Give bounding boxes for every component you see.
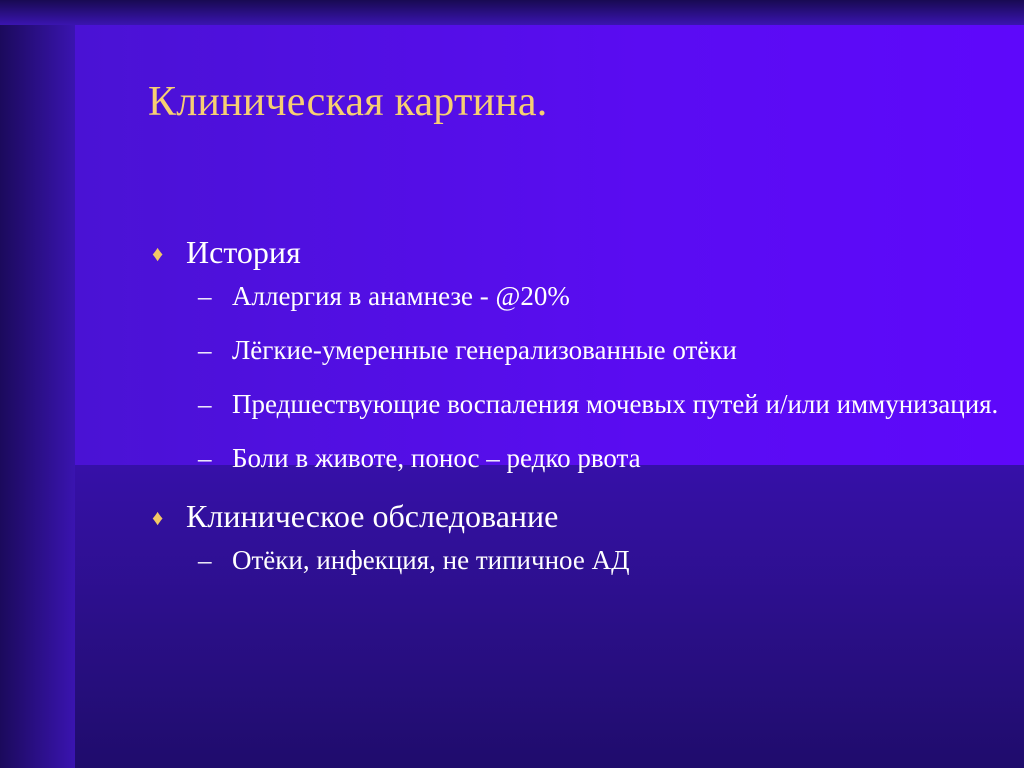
- clinical-exam-sublist: [150, 544, 1010, 577]
- sub-item: [150, 388, 1002, 421]
- bullet-clinical-exam: [150, 496, 1010, 536]
- bullet-label: История: [186, 234, 301, 270]
- dash-icon: –: [198, 335, 212, 365]
- sub-item: [150, 334, 1002, 367]
- sub-item-text: Предшествующие воспаления мочевых путей и/или иммунизация.: [232, 389, 999, 419]
- bullet-label: Клиническое обследование: [186, 498, 559, 534]
- sub-item: [150, 442, 1002, 475]
- slide-content: [150, 232, 1010, 598]
- slide-title: Клиническая картина.: [148, 79, 548, 125]
- sub-item-text: Аллергия в анамнезе - @20%: [232, 281, 570, 311]
- dash-icon: –: [198, 443, 212, 473]
- dash-icon: –: [198, 545, 212, 575]
- diamond-bullet-icon: ♦: [152, 505, 164, 530]
- history-sublist: [150, 280, 1010, 475]
- sub-item-text: Лёгкие-умеренные генерализованные отёки: [232, 335, 737, 365]
- dash-icon: –: [198, 281, 212, 311]
- dash-icon: –: [198, 389, 212, 419]
- sub-item-text: Боли в животе, понос – редко рвота: [232, 443, 641, 473]
- sub-item: [150, 280, 1002, 313]
- sub-item-text: Отёки, инфекция, не типичное АД: [232, 545, 630, 575]
- diamond-bullet-icon: ♦: [152, 241, 164, 266]
- left-gradient-band: [0, 0, 75, 768]
- bullet-history: [150, 232, 1010, 272]
- sub-item: [150, 544, 1002, 577]
- top-gradient-band: [0, 0, 1024, 25]
